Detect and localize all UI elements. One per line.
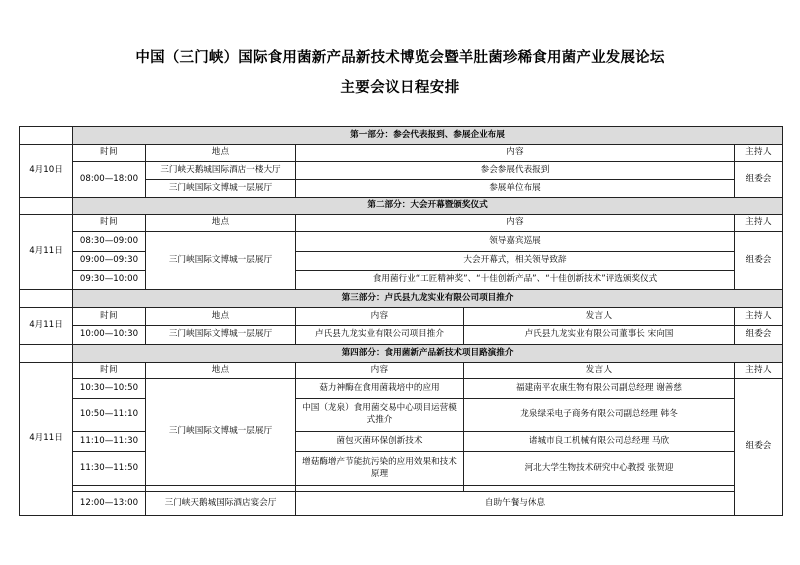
header-host: 主持人 bbox=[735, 308, 783, 326]
table-row bbox=[20, 452, 783, 486]
date-cell: 4月11日 bbox=[20, 215, 73, 290]
time-cell: 10:00—10:30 bbox=[73, 326, 146, 345]
content-cell: 菌包灭菌环保创新技术 bbox=[296, 432, 464, 452]
speaker-cell: 卢氏县九龙实业有限公司董事长 宋向国 bbox=[464, 326, 735, 345]
header-host: 主持人 bbox=[735, 363, 783, 379]
date-cell: 4月11日 bbox=[20, 363, 73, 516]
time-cell: 10:30—10:50 bbox=[73, 379, 146, 399]
content-cell: 参展单位布展 bbox=[296, 180, 735, 198]
schedule-table bbox=[19, 126, 783, 516]
place-cell: 三门峡国际文博城一层展厅 bbox=[146, 232, 296, 290]
header-host: 主持人 bbox=[735, 215, 783, 232]
host-cell: 组委会 bbox=[735, 326, 783, 345]
page-subtitle: 主要会议日程安排 bbox=[340, 80, 460, 96]
section-title: 第一部分：参会代表报到、参展企业布展 bbox=[73, 127, 783, 145]
header-time: 时间 bbox=[73, 145, 146, 162]
host-cell: 组委会 bbox=[735, 379, 783, 516]
time-cell: 08:30—09:00 bbox=[73, 232, 146, 252]
content-cell: 中国（龙泉）食用菌交易中心项目运营模式推介 bbox=[296, 399, 464, 432]
speaker-cell: 河北大学生物技术研究中心教授 张贺迎 bbox=[464, 452, 735, 486]
content-cell: 大会开幕式，相关领导致辞 bbox=[296, 252, 735, 271]
table-row bbox=[20, 308, 783, 326]
speaker-cell: 福建南平农康生物有限公司副总经理 谢善慈 bbox=[464, 379, 735, 399]
section-header bbox=[20, 198, 783, 215]
header-content: 内容 bbox=[296, 145, 735, 162]
section-header bbox=[20, 290, 783, 308]
place-cell: 三门峡天鹅城国际酒店宴会厅 bbox=[146, 492, 296, 516]
content-cell: 自助午餐与休息 bbox=[296, 492, 735, 516]
header-speaker: 发言人 bbox=[464, 308, 735, 326]
date-cell: 4月10日 bbox=[20, 145, 73, 198]
header-host: 主持人 bbox=[735, 145, 783, 162]
time-cell: 11:10—11:30 bbox=[73, 432, 146, 452]
table-row bbox=[20, 492, 783, 516]
header-content: 内容 bbox=[296, 215, 735, 232]
speaker-cell: 诸城市良工机械有限公司总经理 马欣 bbox=[464, 432, 735, 452]
header-time: 时间 bbox=[73, 363, 146, 379]
content-cell: 增菇酶增产节能抗污染的应用效果和技术原理 bbox=[296, 452, 464, 486]
section-title: 第四部分：食用菌新产品新技术项目路演推介 bbox=[73, 345, 783, 363]
header-content: 内容 bbox=[296, 363, 464, 379]
header-time: 时间 bbox=[73, 308, 146, 326]
table-row bbox=[20, 326, 783, 345]
host-cell: 组委会 bbox=[735, 162, 783, 198]
table-row bbox=[20, 252, 783, 271]
content-cell: 卢氏县九龙实业有限公司项目推介 bbox=[296, 326, 464, 345]
page-title: 中国（三门峡）国际食用菌新产品新技术博览会暨羊肚菌珍稀食用菌产业发展论坛 bbox=[135, 50, 665, 66]
time-cell: 11:30—11:50 bbox=[73, 452, 146, 486]
table-row bbox=[20, 271, 783, 290]
header-place: 地点 bbox=[146, 363, 296, 379]
section-title: 第三部分：卢氏县九龙实业有限公司项目推介 bbox=[73, 290, 783, 308]
section-title: 第二部分：大会开幕暨颁奖仪式 bbox=[73, 198, 783, 215]
time-cell: 09:30—10:00 bbox=[73, 271, 146, 290]
table-row bbox=[20, 432, 783, 452]
section-header bbox=[20, 345, 783, 363]
place-cell: 三门峡国际文博城一层展厅 bbox=[146, 326, 296, 345]
content-cell: 菇力神酶在食用菌栽培中的应用 bbox=[296, 379, 464, 399]
content-cell: 参会参展代表报到 bbox=[296, 162, 735, 180]
header-speaker: 发言人 bbox=[464, 363, 735, 379]
place-cell: 三门峡国际文博城一层展厅 bbox=[146, 379, 296, 486]
section-header bbox=[20, 127, 783, 145]
header-place: 地点 bbox=[146, 215, 296, 232]
table-row bbox=[20, 145, 783, 162]
header-place: 地点 bbox=[146, 308, 296, 326]
host-cell: 组委会 bbox=[735, 232, 783, 290]
date-cell: 4月11日 bbox=[20, 308, 73, 345]
header-content: 内容 bbox=[296, 308, 464, 326]
time-cell: 09:00—09:30 bbox=[73, 252, 146, 271]
table-row bbox=[20, 162, 783, 180]
header-time: 时间 bbox=[73, 215, 146, 232]
table-row bbox=[20, 215, 783, 232]
time-cell: 10:50—11:10 bbox=[73, 399, 146, 432]
content-cell: 食用菌行业“工匠精神奖”、“十佳创新产品”、“十佳创新技术”评选颁奖仪式 bbox=[296, 271, 735, 290]
content-cell: 领导嘉宾巡展 bbox=[296, 232, 735, 252]
place-cell: 三门峡天鹅城国际酒店一楼大厅 bbox=[146, 162, 296, 180]
table-row bbox=[20, 379, 783, 399]
time-cell: 08:00—18:00 bbox=[73, 162, 146, 198]
place-cell: 三门峡国际文博城一层展厅 bbox=[146, 180, 296, 198]
speaker-cell: 龙泉绿采电子商务有限公司副总经理 韩冬 bbox=[464, 399, 735, 432]
table-row bbox=[20, 399, 783, 432]
table-row bbox=[20, 363, 783, 379]
time-cell: 12:00—13:00 bbox=[73, 492, 146, 516]
header-place: 地点 bbox=[146, 145, 296, 162]
table-row bbox=[20, 232, 783, 252]
